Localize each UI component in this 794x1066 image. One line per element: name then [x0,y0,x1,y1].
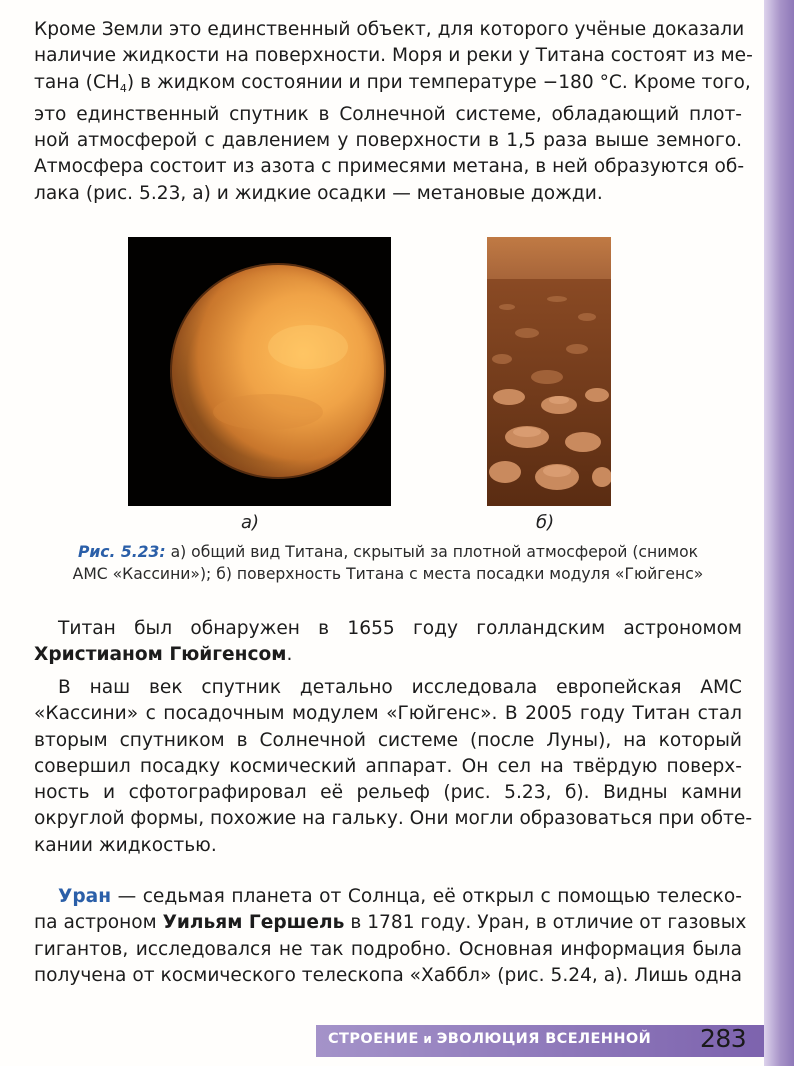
footer-title-conj: и [418,1032,437,1046]
footer-section-title [328,1031,651,1047]
text-line: кании жидкостью. [34,834,217,856]
term-uranus: Уран [58,886,112,907]
footer-title-part: ЭВОЛЮЦИЯ ВСЕЛЕННОЙ [436,1031,652,1047]
text-line: вторым спутником в Солнечной системе (после Луны), на который [34,729,742,751]
text-line: Атмосфера состоит из азота с примесями метана, в ней образуются об- [34,156,745,178]
text-line: округлой формы, похожие на гальку. Они могли образоваться при обте- [34,808,753,830]
text-line: совершил посадку космический аппарат. Он сел на твёрдую поверх- [34,755,742,777]
text-line-ch4 [34,70,751,102]
text-fragment: . [286,644,293,666]
caption-title: Рис. 5.23: [77,543,166,561]
caption-line: АМС «Кассини»); б) поверхность Титана с места посадки модуля «Гюйгенс» [72,565,704,583]
text-line [34,910,747,936]
paragraph-titan-liquid [34,17,753,207]
text-fragment: па астроном [34,912,163,934]
text-line: гигантов, исследовался не так подробно. Основная информация была [34,938,742,960]
text-line: наличие жидкости на поверхности. Моря и реки у Титана состоят из ме- [34,45,753,67]
paragraph-uranus [34,884,747,989]
text-line [34,616,742,642]
person-name: Уильям Гершель [162,912,345,934]
footer-title-part: СТРОЕНИЕ [328,1031,419,1047]
text-line: получена от космического телескопа «Хаббл» (рис. 5.24, а). Лишь одна [34,964,742,986]
subscript-4: 4 [119,81,127,95]
figure-titan-globe [128,237,391,506]
text-fragment: В наш век спутник детально исследовала европейская АМС [58,677,742,698]
figure-caption [34,541,742,585]
figure-titan-surface [487,237,611,506]
person-name: Христианом Гюйгенсом [34,644,287,666]
titan-globe-image [128,237,391,506]
text-fragment: Титан был обнаружен в 1655 году голландским астрономом [58,618,742,639]
figure-label-a: а) [241,512,260,533]
caption-line [34,541,742,563]
page-number: 283 [700,1024,747,1053]
figure-label-b: б) [536,512,555,533]
caption-text: а) общий вид Титана, скрытый за плотной атмосферой (снимок [165,543,699,561]
text-line [34,884,742,910]
text-line: ность и сфотографировал её рельеф (рис. 5.23, б). Видны камни [34,782,742,804]
titan-surface-image [487,237,611,506]
text-fragment: ) в жидком состоянии и при температуре −180 °C. Кроме того, [126,71,751,93]
text-line: лака (рис. 5.23, а) и жидкие осадки — метановые дожди. [34,182,603,204]
text-line: это единственный спутник в Солнечной системе, обладающий плот- [34,103,742,125]
text-fragment: тана (CH [34,71,120,93]
text-line [34,675,742,701]
text-line: ной атмосферой с давлением у поверхности в 1,5 раза выше земного. [34,130,742,152]
text-line: Кроме Земли это единственный объект, для которого учёные доказали [34,19,745,40]
page-edge-strip [764,0,794,1066]
text-line [34,642,742,668]
text-line: «Кассини» с посадочным модулем «Гюйгенс». В 2005 году Титан стал [34,703,742,725]
paragraph-cassini [34,675,753,859]
text-fragment: — седьмая планета от Солнца, её открыл с помощью телеско- [111,886,742,907]
paragraph-titan-discovery [34,616,742,669]
text-fragment: в 1781 году. Уран, в отличие от газовых [344,912,747,934]
